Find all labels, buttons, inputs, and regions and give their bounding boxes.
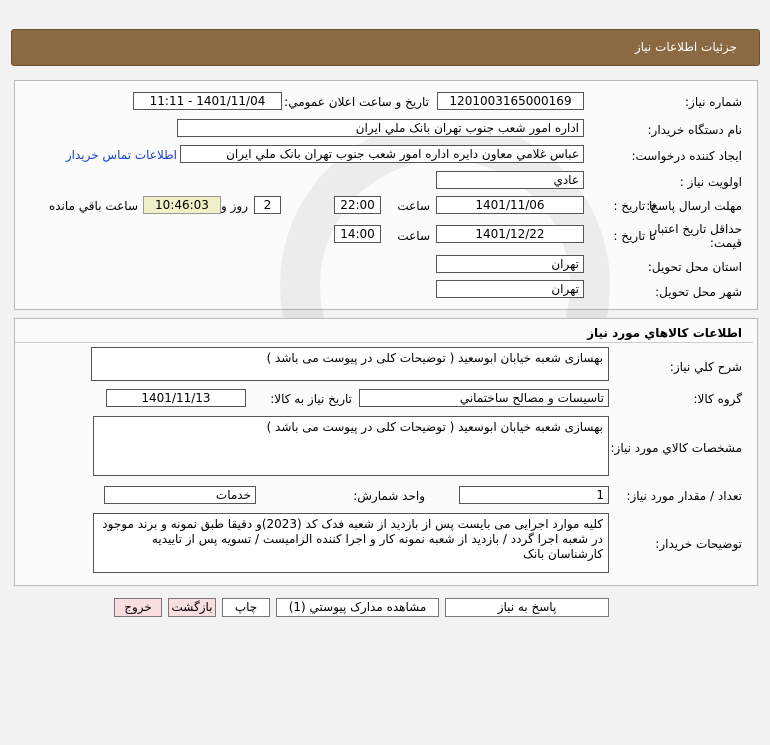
back-button[interactable]: بازگشت [168, 598, 216, 617]
request-creator-label: ايجاد کننده درخواست: [631, 149, 742, 163]
reply-deadline-date-field: 1401/11/06 [436, 196, 584, 214]
exit-button[interactable]: خروج [114, 598, 162, 617]
view-attachments-button[interactable]: مشاهده مدارک پيوستي (1) [276, 598, 439, 617]
goods-spec-label: مشخصات کالاي مورد نياز: [610, 441, 742, 455]
buyer-name-field: اداره امور شعب جنوب تهران بانک ملي ايران [177, 119, 584, 137]
general-description-label: شرح کلي نياز: [669, 360, 742, 374]
goods-spec-field: بهسازی شعبه خیابان ابوسعید ( توضیحات کلی در پیوست می باشد ) [93, 416, 609, 476]
unit-field: خدمات [104, 486, 256, 504]
goods-group-field: تاسيسات و مصالح ساختماني [359, 389, 609, 407]
remaining-time-label: ساعت باقي مانده [48, 199, 138, 213]
reply-to-need-button[interactable]: پاسخ به نياز [445, 598, 609, 617]
days-label: روز و [221, 199, 248, 213]
goods-need-date-label: تاريخ نياز به کالا: [270, 392, 352, 406]
request-creator-field: عباس غلامي معاون دايره اداره امور شعب جنوب تهران بانک ملي ايران [180, 145, 584, 163]
goods-section-title: اطلاعات کالاهاي مورد نياز [587, 326, 742, 340]
delivery-province-field: تهران [436, 255, 584, 273]
need-number-label: شماره نياز: [685, 95, 742, 109]
price-validity-time-field: 14:00 [334, 225, 381, 243]
reply-deadline-label: مهلت ارسال پاسخ: [646, 199, 742, 213]
print-button[interactable]: چاپ [222, 598, 270, 617]
price-validity-label: حداقل تاريخ اعتبار قيمت: [651, 222, 742, 250]
unit-label: واحد شمارش: [353, 489, 425, 503]
goods-need-date-field: 1401/11/13 [106, 389, 246, 407]
delivery-city-field: تهران [436, 280, 584, 298]
buyer-notes-label: توضيحات خريدار: [655, 537, 742, 551]
buyer-notes-field: کلیه موارد اجرایی می بایست پس از بازدید از شعبه فدک کد (2023)و دقیقا طبق نمونه و برند موجود در شعبه اجرا گردد / بازدید از شعبه نمونه کار و اجرا کننده الزامیست / تسویه پس از تاییدیه کارشناسان بانک [93, 513, 609, 573]
page-header [11, 29, 760, 66]
buyer-name-label: نام دستگاه خريدار: [647, 123, 742, 137]
page-title: جزئيات اطلاعات نياز [634, 40, 737, 54]
remaining-time-field: 10:46:03 [143, 196, 221, 214]
price-validity-date-field: 1401/12/22 [436, 225, 584, 243]
quantity-label: تعداد / مقدار مورد نياز: [626, 489, 742, 503]
goods-section-divider [15, 342, 753, 343]
remaining-days-field: 2 [254, 196, 281, 214]
general-description-field: بهسازی شعبه خیابان ابوسعید ( توضیحات کلی در پیوست می باشد ) [91, 347, 609, 381]
priority-label: اولويت نياز : [679, 175, 742, 189]
delivery-city-label: شهر محل تحويل: [655, 285, 742, 299]
reply-deadline-time-label: ساعت [397, 199, 430, 213]
price-validity-to-date-label: تا تاريخ : [613, 229, 656, 243]
buyer-contact-link[interactable]: اطلاعات تماس خريدار [65, 148, 177, 162]
priority-field: عادي [436, 171, 584, 189]
price-validity-time-label: ساعت [397, 229, 430, 243]
need-number-field: 1201003165000169 [437, 92, 584, 110]
goods-group-label: گروه کالا: [693, 392, 742, 406]
delivery-province-label: استان محل تحويل: [647, 260, 742, 274]
announce-date-label: تاريخ و ساعت اعلان عمومي: [284, 95, 429, 109]
reply-deadline-time-field: 22:00 [334, 196, 381, 214]
quantity-field: 1 [459, 486, 609, 504]
reply-deadline-to-date-label: تا تاريخ : [613, 199, 656, 213]
announce-date-field: 1401/11/04 - 11:11 [133, 92, 282, 110]
